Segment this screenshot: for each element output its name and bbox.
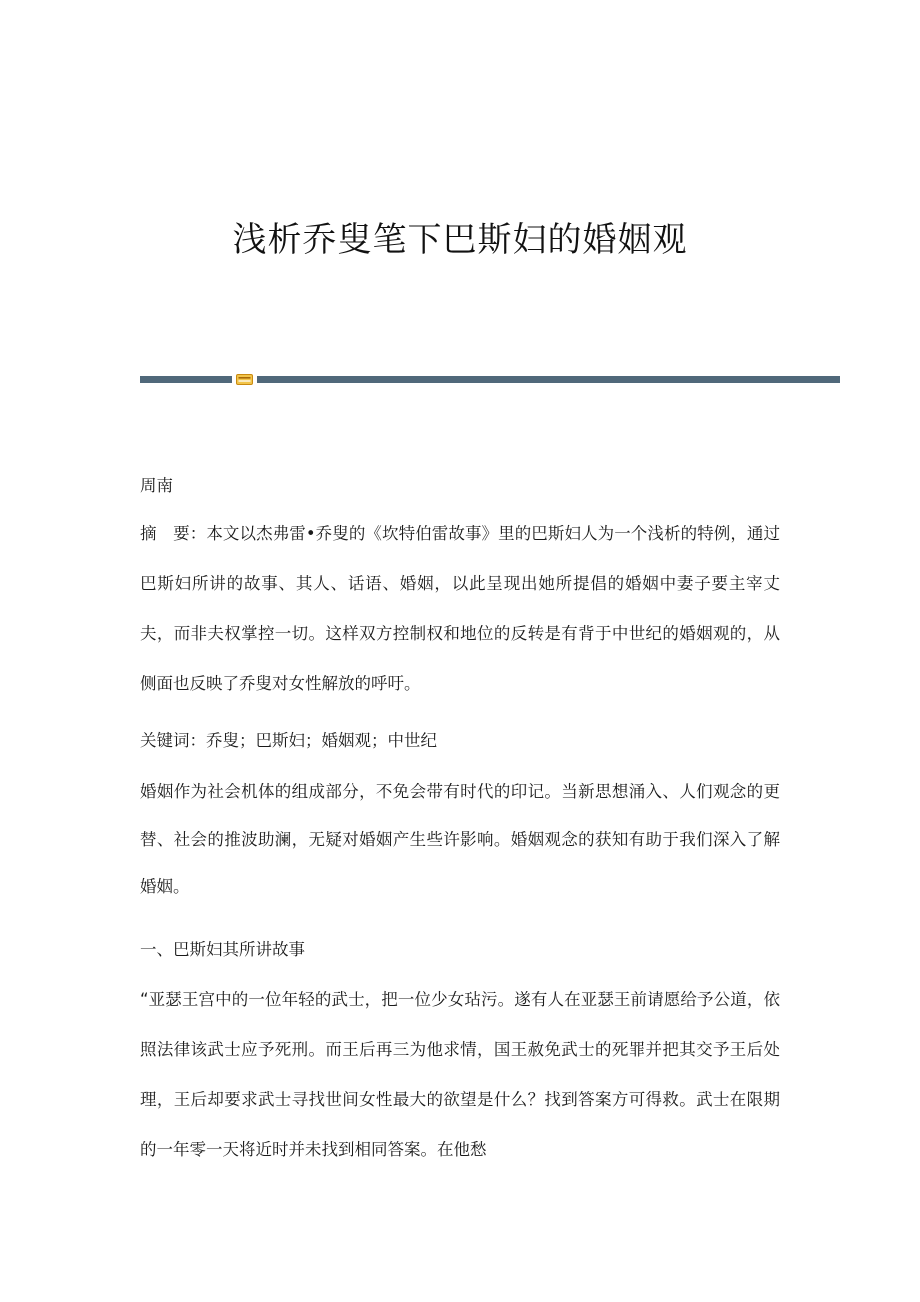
- title-divider: [140, 375, 840, 384]
- keywords-line: 关键词：乔叟；巴斯妇；婚姻观；中世纪: [140, 731, 437, 750]
- intro-paragraph: 婚姻作为社会机体的组成部分，不免会带有时代的印记。当新思想涌入、人们观念的更替、社会的推波助澜，无疑对婚姻产生些许影响。婚姻观念的获知有助于我们深入了解婚姻。: [140, 782, 780, 896]
- divider-bar-left: [140, 376, 232, 383]
- story-paragraph: “亚瑟王宫中的一位年轻的武士，把一位少女玷污。遂有人在亚瑟王前请愿给予公道，依照法律该武士应予死刑。而王后再三为他求情，国王赦免武士的死罪并把其交予王后处理，王后却要求武士寻找世间女性最大的欲望是什么？找到答案方可得救。武士在限期的一年零一天将近时并未找到相同答案。在他愁: [140, 990, 780, 1159]
- section-heading: 一、巴斯妇其所讲故事: [140, 940, 305, 959]
- divider-bar-right: [257, 376, 840, 383]
- abstract-paragraph: 摘 要：本文以杰弗雷•乔叟的《坎特伯雷故事》里的巴斯妇人为一个浅析的特例，通过巴斯妇所讲的故事、其人、话语、婚姻，以此呈现出她所提倡的婚姻中妻子要主宰丈夫，而非夫权掌控一切。这样双方控制权和地位的反转是有背于中世纪的婚姻观的，从侧面也反映了乔叟对女性解放的呼吁。: [140, 524, 780, 693]
- document-title: 浅析乔叟笔下巴斯妇的婚姻观: [232, 220, 688, 260]
- divider-ornament-icon: [236, 374, 253, 385]
- author-name: 周南: [140, 476, 173, 495]
